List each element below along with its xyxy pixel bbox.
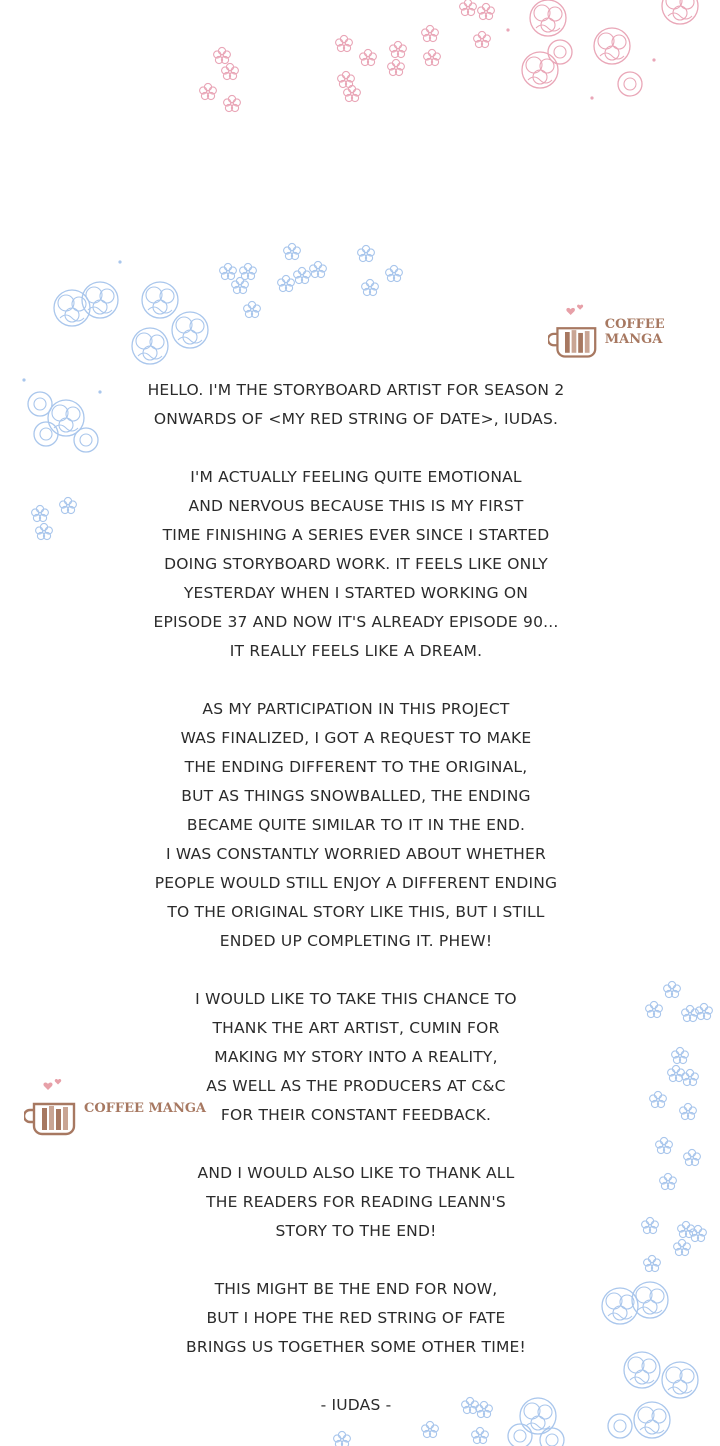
text-line: FOR THEIR CONSTANT FEEDBACK. [220,1106,492,1124]
text-line: AND I WOULD ALSO LIKE TO THANK ALL [197,1164,515,1182]
watermark-text: COFFEE MANGA [84,1100,207,1116]
coffee-manga-watermark [548,302,720,362]
paragraph-ending [100,695,612,956]
afterword-letter [100,376,612,1420]
text-line: PEOPLE WOULD STILL ENJOY A DIFFERENT ENDING [154,874,558,892]
text-line: ENDED UP COMPLETING IT. PHEW! [219,932,493,950]
signature: - IUDAS - [320,1396,392,1414]
text-line: AS MY PARTICIPATION IN THIS PROJECT [202,700,510,718]
text-line: YESTERDAY WHEN I STARTED WORKING ON [183,584,529,602]
paragraph-thanks-artist [100,985,612,1130]
text-line: BUT AS THINGS SNOWBALLED, THE ENDING [181,787,531,805]
watermark-text: COFFEE MANGA [604,317,665,347]
text-line: TO THE ORIGINAL STORY LIKE THIS, BUT I STILL [167,903,545,921]
text-line: THE ENDING DIFFERENT TO THE ORIGINAL, [184,758,528,776]
text-line: I WAS CONSTANTLY WORRIED ABOUT WHETHER [166,845,546,863]
text-line: BECAME QUITE SIMILAR TO IT IN THE END. [186,816,526,834]
paragraph-thanks-readers [100,1159,612,1246]
text-line: BUT I HOPE THE RED STRING OF FATE [206,1309,506,1327]
text-line: EPISODE 37 AND NOW IT'S ALREADY EPISODE 90... [153,613,559,631]
right-side-flowers [602,981,712,1438]
text-line: THANK THE ART ARTIST, CUMIN FOR [212,1019,500,1037]
text-line: STORY TO THE END! [275,1222,437,1240]
text-line: THE READERS FOR READING LEANN'S [206,1193,506,1211]
text-line: I'M ACTUALLY FEELING QUITE EMOTIONAL [190,468,522,486]
text-line: HELLO. I'M THE STORYBOARD ARTIST FOR SEASON 2 [147,381,565,399]
text-line: AND NERVOUS BECAUSE THIS IS MY FIRST [188,497,524,515]
text-line: I WOULD LIKE TO TAKE THIS CHANCE TO [195,990,517,1008]
text-line: BRINGS US TOGETHER SOME OTHER TIME! [186,1338,526,1356]
text-line: TIME FINISHING A SERIES EVER SINCE I STARTED [162,526,550,544]
paragraph-farewell [100,1275,612,1362]
top-flowers [200,0,698,112]
text-line: DOING STORYBOARD WORK. IT FEELS LIKE ONLY [164,555,548,573]
text-line: WAS FINALIZED, I GOT A REQUEST TO MAKE [180,729,532,747]
coffee-cup-books-icon [24,1078,82,1138]
text-line: IT REALLY FEELS LIKE A DREAM. [229,642,483,660]
text-line: ONWARDS OF <MY RED STRING OF DATE>, IUDAS. [153,410,559,428]
paragraph-intro [100,376,612,434]
coffee-cup-books-icon [548,302,603,362]
text-line: AS WELL AS THE PRODUCERS AT C&C [206,1077,506,1095]
text-line: MAKING MY STORY INTO A REALITY, [214,1048,498,1066]
paragraph-emotions [100,463,612,666]
text-line: THIS MIGHT BE THE END FOR NOW, [214,1280,498,1298]
